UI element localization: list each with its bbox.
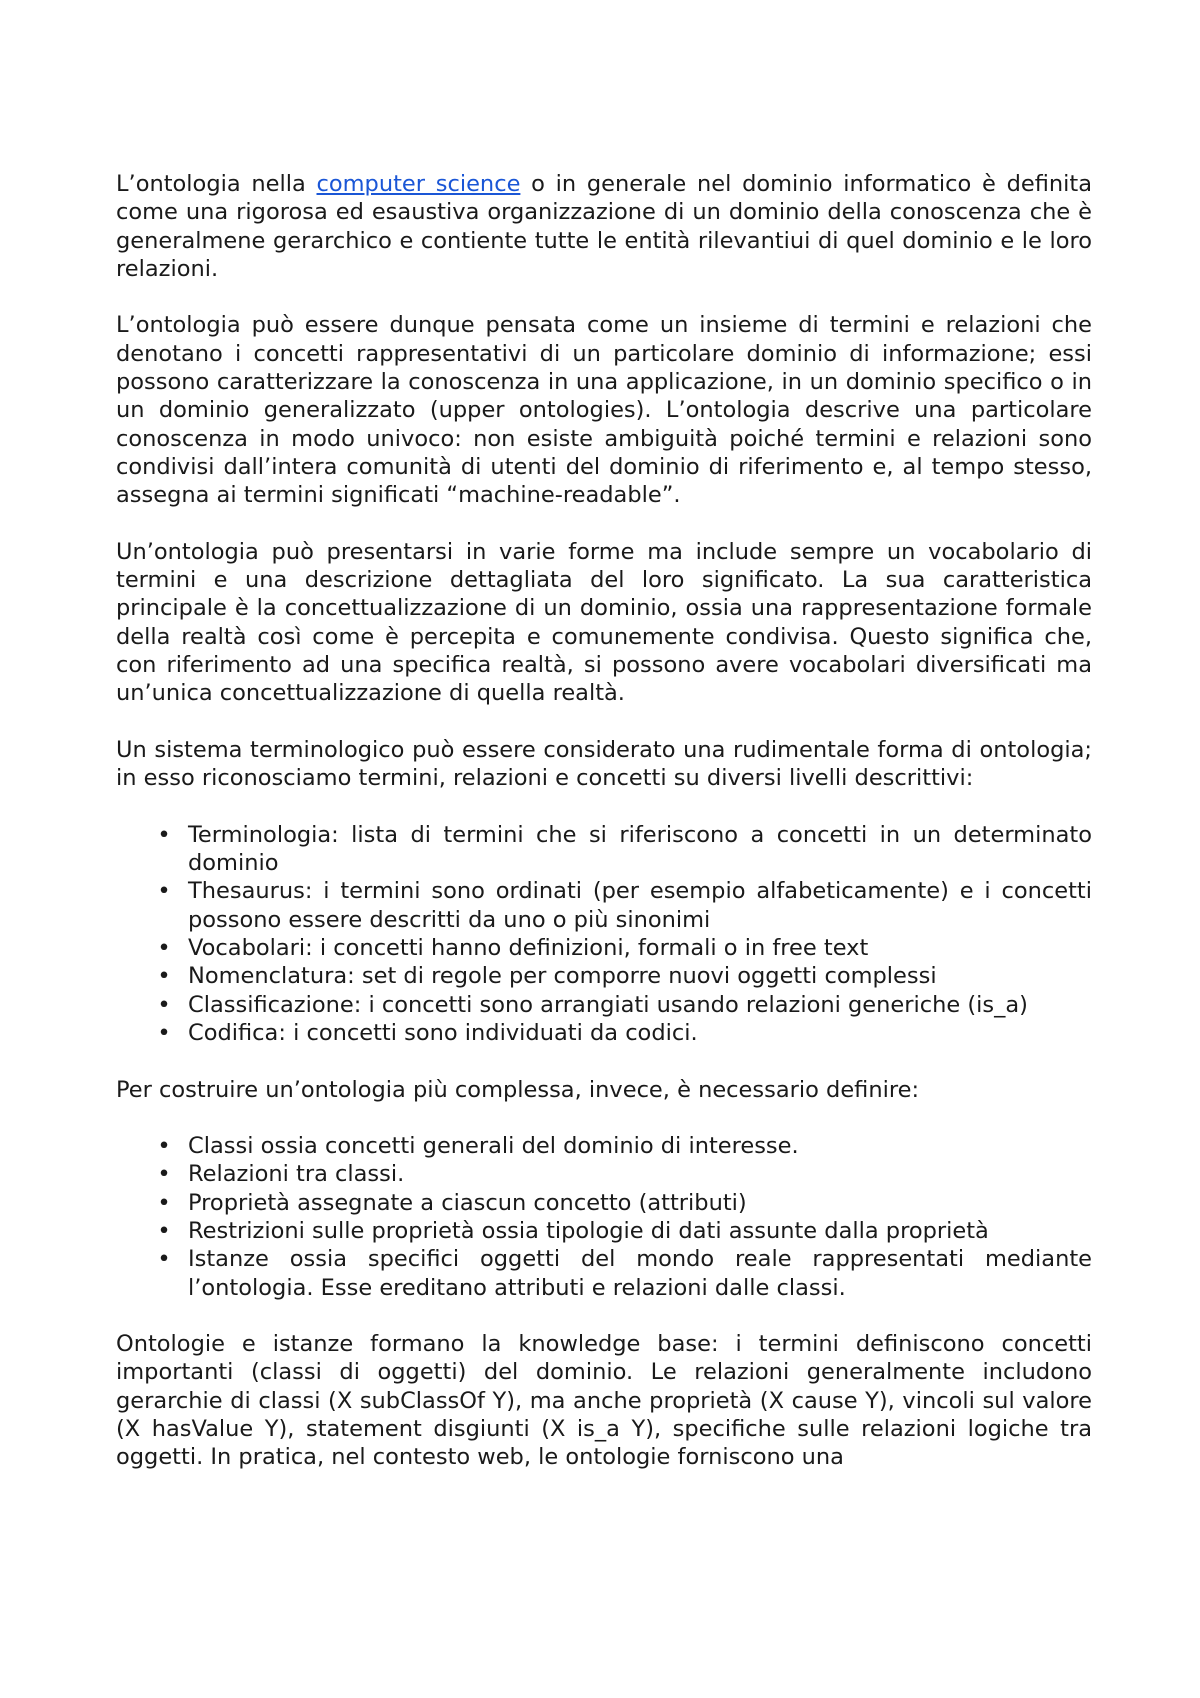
list-item [157, 821, 1092, 878]
computer-science-link[interactable]: computer science [316, 171, 521, 197]
bullet-icon: • [157, 1019, 171, 1046]
list-item-text: Vocabolari: i concetti hanno definizioni, formali o in free text [188, 935, 869, 962]
terminology-levels-list [116, 821, 1092, 1047]
list-item [157, 877, 1092, 934]
paragraph-knowledge-base: Ontologie e istanze formano la knowledge base: i termini definiscono concetti importanti (classi di oggetti) del dominio. Le relazioni generalmente includono gerarchie di classi (X subClassOf Y), ma anche proprietà (X cause Y), vincoli sul valore (X hasValue Y), statement disgiunti (X is_a Y), specifiche sulle relazioni logiche tra oggetti. In pratica, nel contesto web, le ontologie forniscono una [116, 1331, 1092, 1471]
paragraph-intro-lead: L’ontologia nella [116, 171, 317, 197]
list-item [157, 1189, 1092, 1217]
list-item [157, 1245, 1092, 1302]
list-item-text: Thesaurus: i termini sono ordinati (per esempio alfabeticamente) e i concetti possono essere descritti da uno o più sinonimi [188, 878, 1092, 933]
bullet-icon: • [157, 1189, 171, 1216]
paragraph-terminology-system: Un sistema terminologico può essere considerato una rudimentale forma di ontologia; in esso riconosciamo termini, relazioni e concetti su diversi livelli descrittivi: [116, 736, 1092, 792]
list-item [157, 1132, 1092, 1160]
bullet-icon: • [157, 1217, 171, 1244]
bullet-icon: • [157, 1133, 171, 1160]
paragraph-intro [116, 170, 1092, 283]
list-item-text: Relazioni tra classi. [188, 1161, 405, 1188]
ontology-components-list [116, 1132, 1092, 1302]
list-item-text: Istanze ossia specifici oggetti del mondo reale rappresentati mediante l’ontologia. Esse ereditano attributi e relazioni dalle classi. [188, 1246, 1092, 1301]
document-page [116, 170, 1092, 1500]
paragraph-ontology-definition: L’ontologia può essere dunque pensata come un insieme di termini e relazioni che denotano i concetti rappresentativi di un particolare dominio di informazione; essi possono caratterizzare la conoscenza in una applicazione, in un dominio specifico o in un dominio generalizzato (upper ontologies). L’ontologia descrive una particolare conoscenza in modo univoco: non esiste ambiguità poiché termini e relazioni sono condivisi dall’intera comunità di utenti del dominio di riferimento e, al tempo stesso, assegna ai termini significati “machine-readable”. [116, 312, 1092, 509]
list-item [157, 934, 1092, 962]
bullet-icon: • [157, 1246, 171, 1273]
paragraph-intro-rest: o in generale nel dominio informatico è definita come una rigorosa ed esaustiva organizzazione di un dominio della conoscenza che è generalmene gerarchico e contiente tutte le entità rilevantiui di quel dominio e le loro relazioni. [116, 171, 1092, 282]
list-item-text: Terminologia: lista di termini che si riferiscono a concetti in un determinato dominio [188, 821, 1092, 877]
list-item [157, 1019, 1092, 1047]
paragraph-complex-ontology: Per costruire un’ontologia più complessa, invece, è necessario definire: [116, 1076, 920, 1103]
bullet-icon: • [157, 878, 171, 905]
list-item-text: Classi ossia concetti generali del dominio di interesse. [188, 1133, 799, 1160]
bullet-icon: • [157, 991, 171, 1018]
list-item [157, 991, 1092, 1019]
list-item-text: Proprietà assegnate a ciascun concetto (attributi) [188, 1189, 747, 1216]
list-item-text: Codifica: i concetti sono individuati da codici. [188, 1019, 698, 1046]
list-item-text: Restrizioni sulle proprietà ossia tipologie di dati assunte dalla proprietà [188, 1217, 989, 1244]
list-item [157, 1160, 1092, 1188]
bullet-icon: • [157, 821, 171, 848]
list-item-text: Nomenclatura: set di regole per comporre nuovi oggetti complessi [188, 963, 937, 990]
list-item-text: Classificazione: i concetti sono arrangiati usando relazioni generiche (is_a) [188, 991, 1028, 1018]
bullet-icon: • [157, 935, 171, 962]
paragraph-ontology-forms: Un’ontologia può presentarsi in varie forme ma include sempre un vocabolario di termini e una descrizione dettagliata del loro significato. La sua caratteristica principale è la concettualizzazione di un dominio, ossia una rappresentazione formale della realtà così come è percepita e comunemente condivisa. Questo significa che, con riferimento ad una specifica realtà, si possono avere vocabolari diversificati ma un’unica concettualizzazione di quella realtà. [116, 538, 1092, 707]
list-item [157, 962, 1092, 990]
list-item [157, 1217, 1092, 1245]
bullet-icon: • [157, 963, 171, 990]
bullet-icon: • [157, 1161, 171, 1188]
